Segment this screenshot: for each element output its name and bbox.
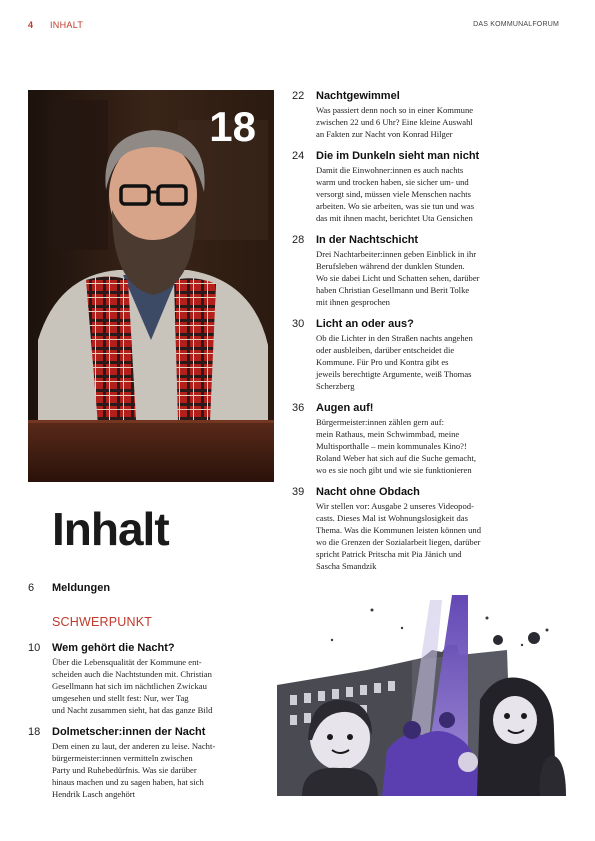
section-label: INHALT xyxy=(50,20,84,30)
toc-title: Dolmetscher:innen der Nacht xyxy=(52,726,206,738)
page-number: 4 xyxy=(28,20,34,30)
toc-description: Dem einen zu laut, der anderen zu leise. Nacht- bürgermeister:innen vermitteln zwischen Party und Ruhebedürfnis. Was sie darüber hinaus machen und zu sagen haben, hat sich Hendrik Lasch angehört xyxy=(52,741,216,799)
night-crowd-illustration xyxy=(272,590,568,796)
toc-page-number: 30 xyxy=(292,318,305,330)
toc-page-number: 18 xyxy=(28,726,41,738)
toc-page-number: 39 xyxy=(292,486,305,498)
toc-item[interactable] xyxy=(292,90,552,140)
toc-page-number: 10 xyxy=(28,642,41,654)
toc-title: Die im Dunkeln sieht man nicht xyxy=(316,150,480,162)
toc-page-number: 28 xyxy=(292,234,305,246)
toc-page-number: 22 xyxy=(292,90,305,102)
toc-description: Damit die Einwohner:innen es auch nachts warm und trocken haben, sie sicher um- und versorgt sind, müssen viele Menschen nachts arbeiten. Wo sie arbeiten, was sie tun und was das mit ihnen macht, berichtet Uta Gensichen xyxy=(316,165,475,223)
toc-item[interactable] xyxy=(292,402,552,476)
toc-item-meldungen[interactable] xyxy=(28,582,268,596)
toc-description: Ob die Lichter in den Straßen nachts angehen oder ausbleiben, darüber entscheidet die Kommune. Für Pro und Kontra gibt es jeweils berechtigte Argumente, weiß Thomas Scherzberg xyxy=(316,333,473,391)
toc-description: Was passiert denn noch so in einer Kommune zwischen 22 und 6 Uhr? Eine kleine Auswahl an Fakten zur Nacht von Konrad Hilger xyxy=(316,105,474,139)
toc-title: In der Nachtschicht xyxy=(316,234,419,246)
toc-page-number: 36 xyxy=(292,402,305,414)
toc-title: Licht an oder aus? xyxy=(316,318,414,330)
toc-item[interactable] xyxy=(28,642,268,720)
magazine-name: DAS KOMMUNALFORUM xyxy=(473,21,559,28)
toc-title: Meldungen xyxy=(52,582,111,594)
night-scene-illustration xyxy=(272,590,568,796)
toc-description: Drei Nachtarbeiter:innen geben Einblick in ihr Berufsleben während der dunklen Stunden. Wo sie dabei Licht und Schatten sehen, darüber haben Christian Gesellmann und Berit Tolke mit ihnen gesprochen xyxy=(316,249,480,307)
toc-description: Bürgermeister:innen zählen gern auf: mein Rathaus, mein Schwimmbad, meine Multisporthalle – mein kommunales Kino?! Roland Weber hat sich auf die Suche gemacht, wo es sie noch gibt und wie sie funktionieren xyxy=(316,417,476,475)
page-header xyxy=(28,20,567,32)
toc-item[interactable] xyxy=(292,234,552,308)
photo-page-reference: 18 xyxy=(209,103,256,150)
toc-page-number: 24 xyxy=(292,150,305,162)
toc-title: Augen auf! xyxy=(316,402,374,414)
cover-photo xyxy=(28,90,274,482)
toc-description: Über die Lebensqualität der Kommune ent- scheiden auch die Nachtstunden mit. Christian Gesellmann hat sich im nächtlichen Zwickau umgesehen und stellt fest: Nur, wer Tag und Nacht zusammen sieht, hat das ganze Bild xyxy=(52,657,213,715)
toc-title: Nachtgewimmel xyxy=(316,90,400,102)
page-title: Inhalt xyxy=(52,503,169,555)
toc-item[interactable] xyxy=(292,486,552,572)
toc-page-number: 6 xyxy=(28,582,35,594)
toc-item[interactable] xyxy=(28,726,268,804)
toc-title: Wem gehört die Nacht? xyxy=(52,642,175,654)
toc-item[interactable] xyxy=(292,318,552,392)
toc-description: Wir stellen vor: Ausgabe 2 unseres Videopod- casts. Dieses Mal ist Wohnungslosigkeit das Thema. Was die Kommunen leisten können und wo die Grenzen der Sozialarbeit liegen, darüber spricht Patrick Pritscha mit Pia Jänich und Sascha Smandzik xyxy=(316,501,482,571)
section-heading-schwerpunkt: SCHWERPUNKT xyxy=(52,615,153,629)
toc-item[interactable] xyxy=(292,150,552,224)
toc-title: Nacht ohne Obdach xyxy=(316,486,420,498)
